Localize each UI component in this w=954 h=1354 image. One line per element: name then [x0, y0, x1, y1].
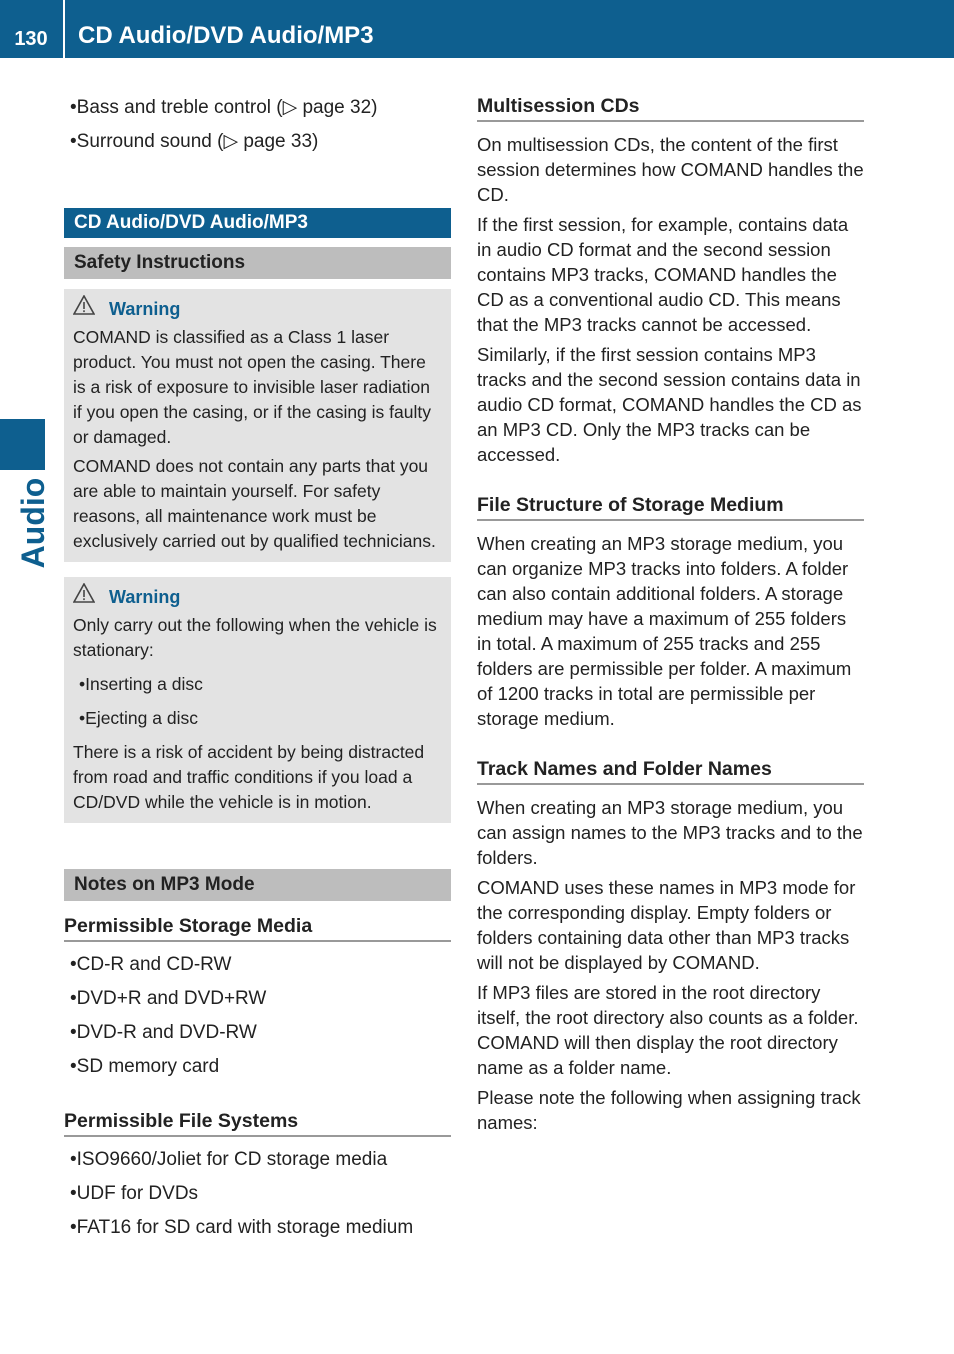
paragraph: COMAND uses these names in MP3 mode for the corresponding display. Empty folders or folders containing data other than MP3 tracks will not be displayed by COMAND.: [477, 877, 856, 973]
list-item: • UDF for DVDs: [70, 1181, 451, 1206]
notes-title: Notes on MP3 Mode: [64, 869, 451, 901]
side-tab-label: Audio: [15, 477, 51, 569]
paragraph: Please note the following when assigning track names:: [477, 1087, 861, 1133]
paragraph: Similarly, if the first session contains MP3 tracks and the second session contains data in audio CD format, COMAND handles the CD as an MP3 CD. Only the MP3 tracks can be accessed.: [477, 344, 862, 465]
file-structure-title: File Structure of Storage Medium: [477, 494, 864, 521]
warning-icon: [73, 583, 95, 609]
list-item: • Surround sound (▷ page 33): [70, 129, 451, 154]
paragraph: On multisession CDs, the content of the first session determines how COMAND handles the CD.: [477, 134, 864, 205]
paragraph: If the first session, for example, contains data in audio CD format and the second session contains MP3 tracks, COMAND handles the CD as a conventional audio CD. This means that the MP3 tracks cannot be accessed.: [477, 214, 849, 335]
warning-heading: [73, 295, 442, 321]
list-item: • SD memory card: [70, 1054, 451, 1079]
page-number: 130: [14, 28, 48, 50]
safety-title: Safety Instructions: [64, 247, 451, 279]
list-item: • Ejecting a disc: [79, 706, 442, 731]
list-item: • DVD-R and DVD-RW: [70, 1020, 451, 1045]
warning-text: COMAND is classified as a Class 1 laser product. You must not open the casing. There is a risk of exposure to invisible laser radiation if you open the casing, or if the casing is faulty or damaged.: [73, 327, 431, 447]
warning-title: Warning: [109, 587, 181, 607]
list-item: • Bass and treble control (▷ page 32): [70, 95, 451, 120]
multisession-title: Multisession CDs: [477, 95, 864, 122]
warning-box: [64, 577, 451, 823]
left-column: [64, 95, 451, 1249]
header-divider: [63, 0, 65, 58]
fs-title: Permissible File Systems: [64, 1110, 451, 1137]
list-item: • FAT16 for SD card with storage medium: [70, 1215, 451, 1240]
paragraph: When creating an MP3 storage medium, you can organize MP3 tracks into folders. A folder can also contain additional folders. A storage medium may have a maximum of 255 folders in total. A maximum of 255 tracks and 255 folders are permissible per folder. A maximum of 1200 tracks in total are permissible per storage medium.: [477, 533, 852, 729]
media-title: Permissible Storage Media: [64, 915, 451, 942]
paragraph: If MP3 files are stored in the root directory itself, the root directory also counts as a folder. COMAND will then display the root directory name as a folder name.: [477, 982, 859, 1078]
warning-text: There is a risk of accident by being distracted from road and traffic conditions if you load a CD/DVD while the vehicle is in motion.: [73, 742, 425, 812]
list-item: • DVD+R and DVD+RW: [70, 986, 451, 1011]
list-item: • ISO9660/Joliet for CD storage media: [70, 1147, 451, 1172]
paragraph: When creating an MP3 storage medium, you can assign names to the MP3 tracks and to the folders.: [477, 797, 863, 868]
warning-title: Warning: [109, 299, 181, 319]
list-item: • Inserting a disc: [79, 672, 442, 697]
warning-text: COMAND does not contain any parts that you are able to maintain yourself. For safety reasons, all maintenance work must be exclusively carried out by qualified technicians.: [73, 456, 436, 551]
warning-text: Only carry out the following when the vehicle is stationary:: [73, 615, 437, 660]
warning-heading: [73, 583, 442, 609]
track-names-title: Track Names and Folder Names: [477, 758, 864, 785]
right-column: [477, 95, 864, 1140]
warning-box: [64, 289, 451, 562]
list-item: • CD-R and CD-RW: [70, 952, 451, 977]
warning-icon: [73, 295, 95, 321]
section-title: CD Audio/DVD Audio/MP3: [64, 208, 451, 238]
header-title: CD Audio/DVD Audio/MP3: [78, 22, 374, 49]
